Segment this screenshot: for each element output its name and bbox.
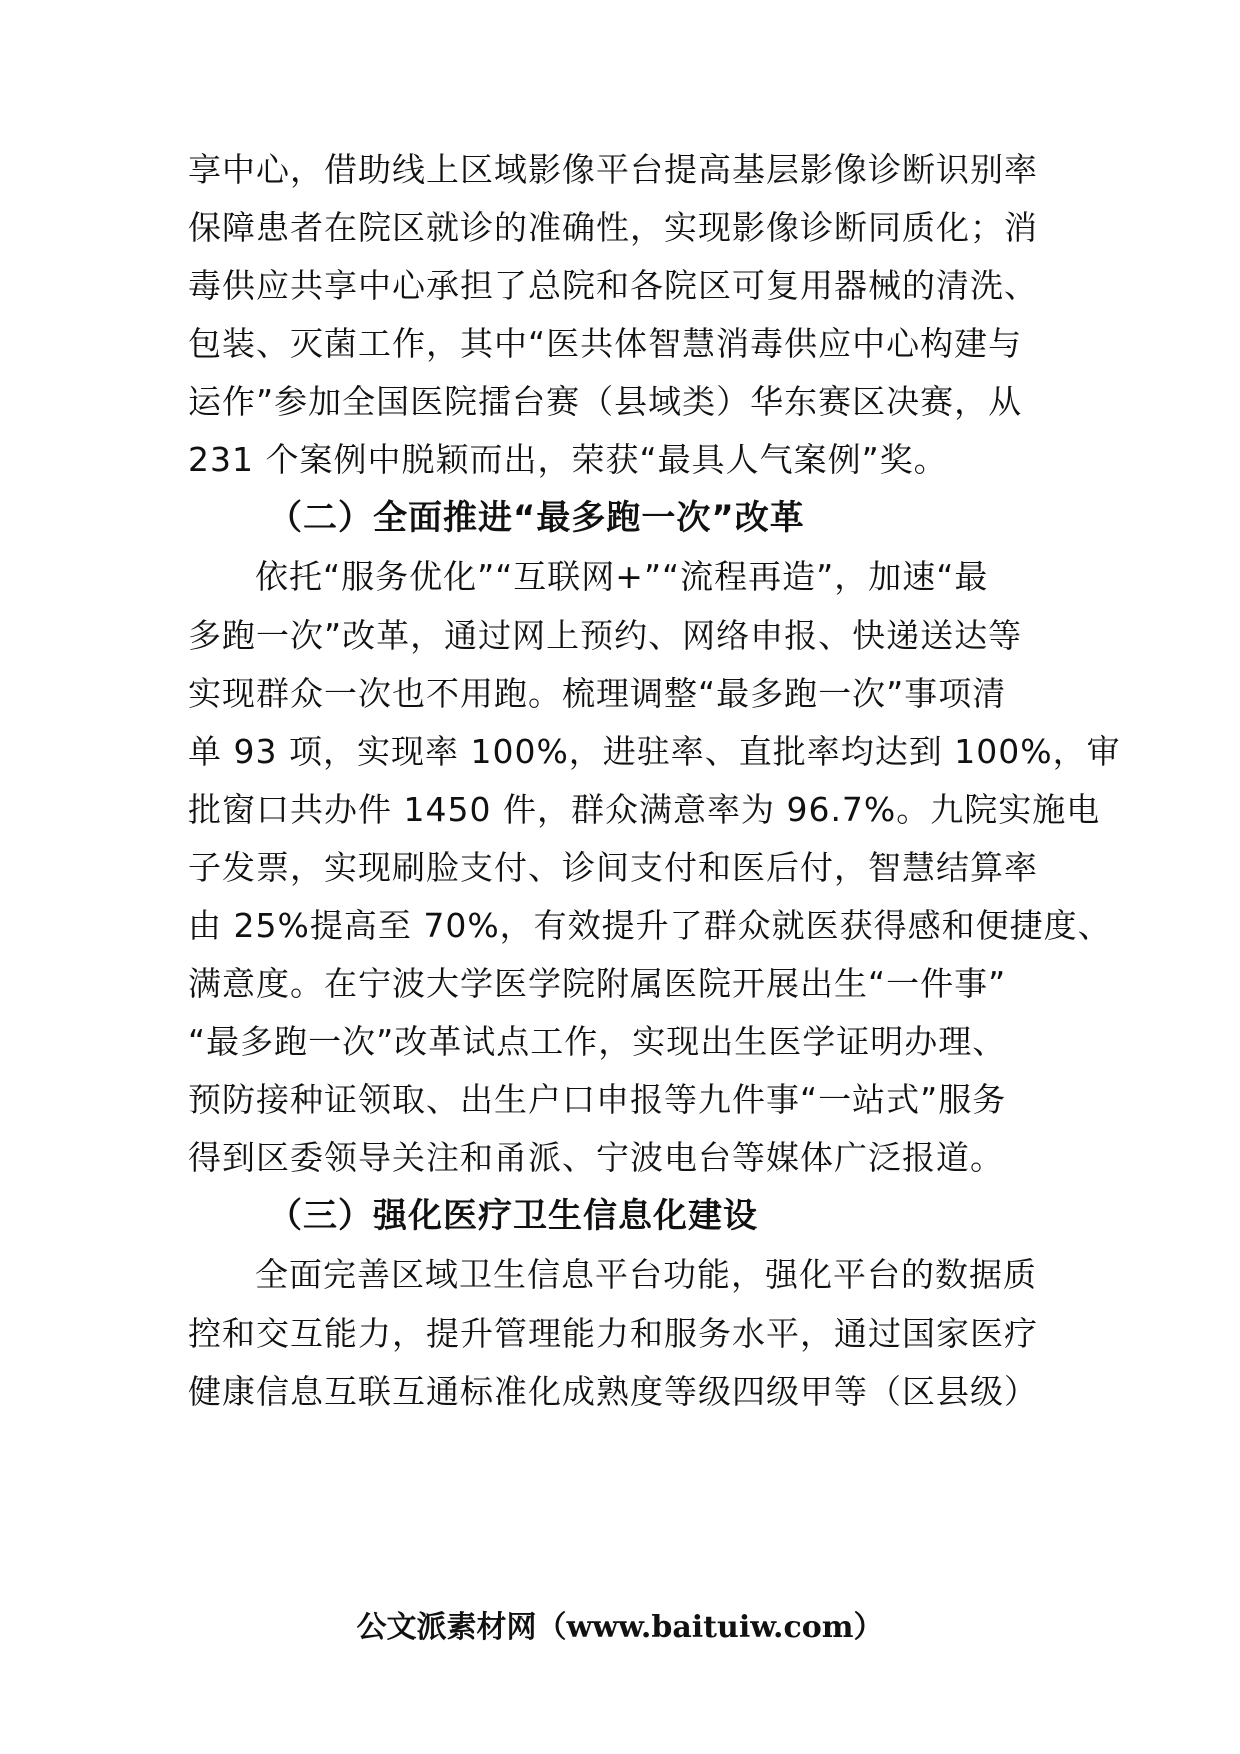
paragraph-line: 231 个案例中脱颖而出，荣获“最具人气案例”奖。 [188, 440, 948, 479]
paragraph-line: 控和交互能力，提升管理能力和服务水平，通过国家医疗 [188, 1314, 1038, 1353]
footer-source: 公文派素材网（www.baituiw.com） [356, 1610, 884, 1645]
paragraph-line: 包装、灭菌工作，其中“医共体智慧消毒供应中心构建与 [188, 324, 1023, 363]
section-heading: （三）强化医疗卫生信息化建设 [268, 1196, 758, 1236]
paragraph-line: 运作”参加全国医院擂台赛（县域类）华东赛区决赛，从 [188, 382, 1023, 421]
paragraph-line: 享中心，借助线上区域影像平台提高基层影像诊断识别率 [188, 150, 1038, 189]
paragraph-line: 健康信息互联互通标准化成熟度等级四级甲等（区县级） [188, 1372, 1038, 1411]
paragraph-line: 子发票，实现刷脸支付、诊间支付和医后付，智慧结算率 [188, 848, 1038, 887]
section-heading: （二）全面推进“最多跑一次”改革 [268, 498, 805, 538]
paragraph-line: 实现群众一次也不用跑。梳理调整“最多跑一次”事项清 [188, 674, 1007, 713]
paragraph-line: 多跑一次”改革，通过网上预约、网络申报、快递送达等 [188, 616, 1023, 655]
paragraph-line: 依托“服务优化”“互联网+”“流程再造”，加速“最 [255, 557, 989, 596]
paragraph-line: 批窗口共办件 1450 件，群众满意率为 96.7%。九院实施电 [188, 790, 1101, 829]
paragraph-line: 保障患者在院区就诊的准确性，实现影像诊断同质化；消 [188, 208, 1038, 247]
paragraph-line: 由 25%提高至 70%，有效提升了群众就医获得感和便捷度、 [188, 906, 1112, 945]
paragraph-line: 单 93 项，实现率 100%，进驻率、直批率均达到 100%，审 [188, 732, 1121, 771]
paragraph-line: 预防接种证领取、出生户口申报等九件事“一站式”服务 [188, 1080, 1007, 1119]
paragraph-line: 得到区委领导关注和甬派、宁波电台等媒体广泛报道。 [188, 1138, 1004, 1177]
paragraph-line: 全面完善区域卫生信息平台功能，强化平台的数据质 [255, 1255, 1037, 1294]
paragraph-line: “最多跑一次”改革试点工作，实现出生医学证明办理、 [188, 1022, 1007, 1061]
paragraph-line: 满意度。在宁波大学医学院附属医院开展出生“一件事” [188, 964, 1007, 1003]
paragraph-line: 毒供应共享中心承担了总院和各院区可复用器械的清洗、 [188, 266, 1038, 305]
